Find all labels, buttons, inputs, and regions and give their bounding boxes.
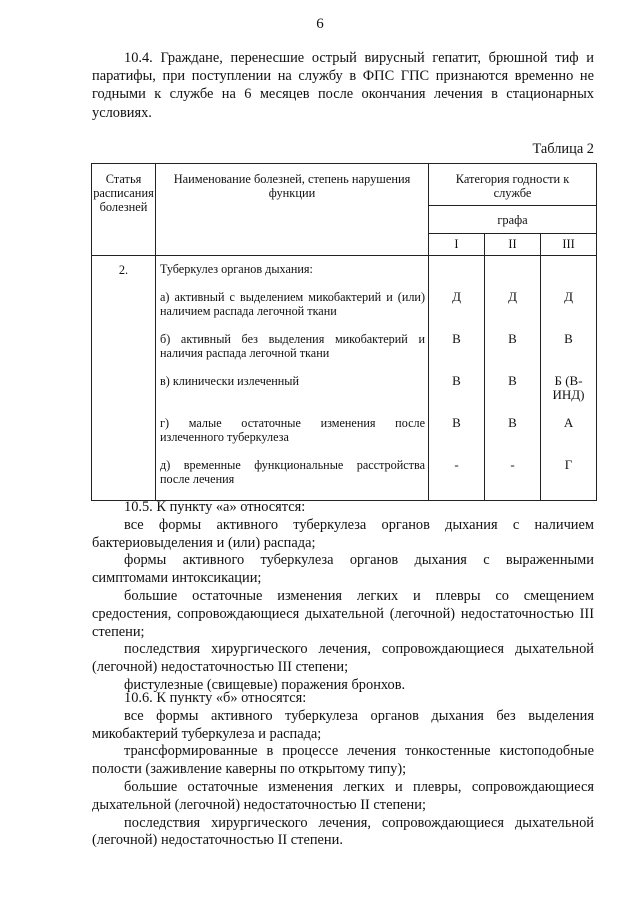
item-e-col3: Г [564, 457, 573, 472]
section-a-heading: 10.5. К пункту «а» относятся: [124, 499, 306, 515]
item-d-col2: В [508, 415, 517, 430]
section-b [92, 690, 594, 850]
section-b-item-2: трансформированные в процессе лечения тонкостенные кистоподобные полости (заживление каверны по открытому типу); [92, 743, 594, 778]
section-a-item-2: формы активного туберкулеза органов дыхания с выраженными симптомами интоксикации; [92, 552, 594, 587]
intro-paragraph: 10.4. Граждане, перенесшие острый вирусный гепатит, брюшной тиф и паратифы, при поступлении на службу в ФПС ГПС признаются временно не годными к службе на 6 месяцев после окончания лечения в стационарных условиях. [92, 50, 594, 121]
item-d-col1: В [452, 415, 461, 430]
section-a-item-3: большие остаточные изменения легких и плевры со смещением средостения, сопровождающиеся дыхательной (легочной) недостаточностью III степени; [92, 587, 594, 640]
column-3-values [541, 256, 597, 501]
column-header-3: III [541, 234, 597, 256]
header-grafa: графа [429, 206, 597, 234]
item-b-col3: В [564, 331, 573, 346]
item-a-col2: Д [508, 289, 517, 304]
item-b-text: б) активный без выделения микобактерий и наличия распада легочной ткани [160, 332, 425, 360]
page-number: 6 [316, 16, 324, 32]
item-d-col3: А [563, 415, 574, 430]
section-a-item-4: последствия хирургического лечения, сопровождающиеся дыхательной (легочной) недостаточностью III степени; [92, 641, 594, 676]
fitness-table [91, 163, 597, 501]
row-number: 2. [92, 256, 156, 501]
column-header-2: II [485, 234, 541, 256]
column-2-values [485, 256, 541, 501]
item-c-col3: Б (В-ИНД) [552, 373, 585, 402]
item-b-col2: В [508, 331, 517, 346]
item-e-col1: - [454, 457, 459, 472]
item-a-text: а) активный с выделением микобактерий и (или) наличием распада легочной ткани [160, 290, 425, 318]
item-c-col2: В [508, 373, 517, 388]
header-article: Статья расписания болезней [92, 164, 156, 256]
item-a-col3: Д [564, 289, 573, 304]
section-a [92, 499, 594, 695]
item-e-col2: - [510, 457, 515, 472]
row-description [156, 256, 429, 501]
row-title: Туберкулез органов дыхания: [160, 262, 313, 276]
column-header-1: I [429, 234, 485, 256]
section-b-heading: 10.6. К пункту «б» относятся: [124, 690, 307, 706]
item-c-text: в) клинически излеченный [160, 374, 299, 388]
item-a-col1: Д [452, 289, 461, 304]
item-d-text: г) малые остаточные изменения после излеченного туберкулеза [160, 416, 425, 444]
item-e-text: д) временные функциональные расстройства после лечения [160, 458, 425, 486]
header-name: Наименование болезней, степень нарушения функции [156, 164, 429, 256]
section-a-item-1: все формы активного туберкулеза органов дыхания с наличием бактериовыделения и (или) распада; [92, 516, 594, 551]
section-b-item-3: большие остаточные изменения легких и плевры, сопровождающиеся дыхательной (легочной) недостаточностью II степени; [92, 778, 594, 813]
section-b-item-4: последствия хирургического лечения, сопровождающиеся дыхательной (легочной) недостаточностью II степени. [92, 814, 594, 849]
section-a-item-5: фистулезные (свищевые) поражения бронхов. [124, 676, 406, 693]
table-caption: Таблица 2 [532, 141, 594, 157]
item-c-col1: В [452, 373, 461, 388]
section-b-item-1: все формы активного туберкулеза органов дыхания без выделения микобактерий туберкулеза и распада; [92, 707, 594, 742]
header-category: Категория годности к службе [429, 164, 597, 206]
column-1-values [429, 256, 485, 501]
item-b-col1: В [452, 331, 461, 346]
